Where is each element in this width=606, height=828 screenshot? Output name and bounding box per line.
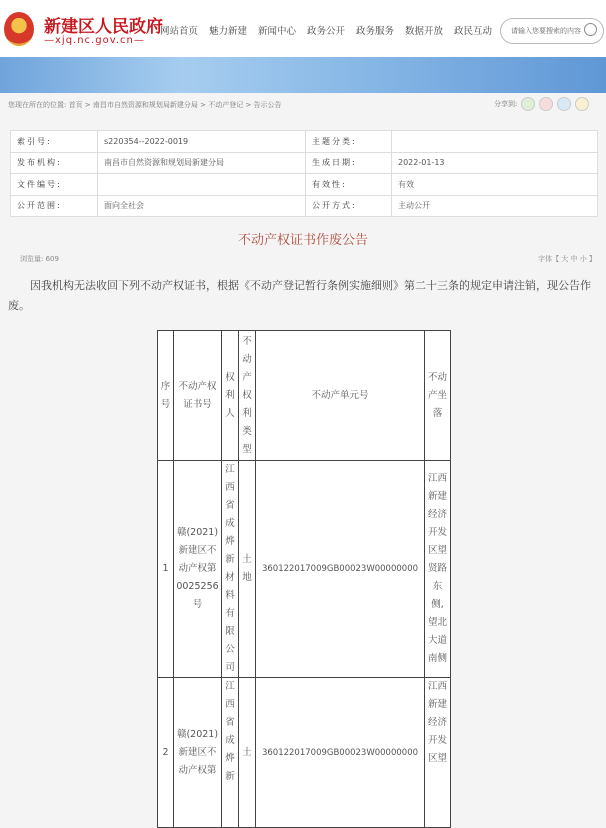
main-nav <box>160 23 503 37</box>
info-table <box>10 130 598 217</box>
table-header-row <box>158 331 451 461</box>
share-label: 分享到: <box>494 100 518 108</box>
value: 南昌市自然资源和规划局新建分局 <box>98 152 306 174</box>
label: 公开范围: <box>11 195 98 217</box>
label: 主题分类: <box>306 131 392 153</box>
label: 发布机构: <box>11 152 98 174</box>
nav-open-data[interactable]: 数据开放 <box>405 26 444 37</box>
label: 公开方式: <box>306 195 392 217</box>
cell-cert: 赣(2021)新建区不动产权第0025256号 <box>176 527 219 610</box>
certificate-table <box>157 330 451 828</box>
cell-cert: 赣(2021)新建区不动产权第 <box>176 728 219 776</box>
nav-home[interactable]: 网站首页 <box>160 26 199 37</box>
value: 主动公开 <box>392 195 598 217</box>
nav-gov-affairs[interactable]: 政务公开 <box>307 26 346 37</box>
site-url: —xjq.nc.gov.cn— <box>44 35 145 46</box>
weibo-icon[interactable] <box>539 97 553 111</box>
label: 有效性: <box>306 174 392 196</box>
cell-seq: 2 <box>158 678 174 828</box>
cell-seq: 1 <box>158 461 174 678</box>
view-count: 浏览量: 609 <box>20 255 59 263</box>
table-row <box>158 461 451 678</box>
qzone-icon[interactable] <box>575 97 589 111</box>
article-title: 不动产权证书作废公告 <box>237 233 368 248</box>
breadcrumb[interactable]: 您现在所在的位置: 首页 > 南昌市自然资源和规划局新建分局 > 不动产登记 > 告示公告 <box>8 101 282 109</box>
nav-services[interactable]: 政务服务 <box>356 26 395 37</box>
table-row <box>11 152 598 174</box>
cell-location: 江西新建经济开发区望贤路东侧,望北大道南侧 <box>427 473 447 664</box>
header-type: 不动产权利类型 <box>242 335 252 455</box>
table-row <box>11 174 598 196</box>
value: 2022-01-13 <box>392 152 598 174</box>
site-title[interactable]: 新建区人民政府 <box>44 17 163 37</box>
header-location: 不动产坐落 <box>427 371 447 419</box>
cell-owner: 江西省成烨新材料有限公司 <box>225 464 235 673</box>
table-row <box>158 678 451 828</box>
cell-location: 江西新建经济开发区望 <box>427 681 447 764</box>
banner <box>0 57 606 93</box>
site-header <box>0 0 606 57</box>
label: 生成日期: <box>306 152 392 174</box>
header-cert: 不动产权证书号 <box>178 380 217 410</box>
cell-owner: 江西省成烨新 <box>225 681 235 782</box>
value: s220354--2022-0019 <box>98 131 306 153</box>
label: 索引号: <box>11 131 98 153</box>
national-emblem-logo <box>4 12 34 46</box>
nav-interaction[interactable]: 政民互动 <box>454 26 493 37</box>
header-unit: 不动产单元号 <box>256 331 425 461</box>
value: 面向全社会 <box>98 195 306 217</box>
cell-type: 土地 <box>242 554 252 583</box>
font-size-switcher[interactable]: 字体【 大 中 小 】 <box>538 255 596 263</box>
share-bar <box>494 97 589 111</box>
nav-news[interactable]: 新闻中心 <box>258 26 297 37</box>
cell-unit: 360122017009GB00023W00000000 <box>256 678 425 828</box>
search-icon[interactable] <box>584 23 597 36</box>
search-input[interactable] <box>500 18 604 44</box>
cell-unit: 360122017009GB00023W00000000 <box>256 461 425 678</box>
wechat-icon[interactable] <box>521 97 535 111</box>
cell-type: 土 <box>242 746 252 758</box>
search-placeholder: 请输入您要搜索的内容 <box>511 27 581 35</box>
nav-charm[interactable]: 魅力新建 <box>209 26 248 37</box>
table-row <box>11 131 598 153</box>
value <box>392 131 598 153</box>
header-owner: 权利人 <box>225 371 235 419</box>
article-paragraph: 因我机构无法收回下列不动产权证书，根据《不动产登记暂行条例实施细则》第二十三条的规定申请注销，现公告作废。 <box>8 279 591 312</box>
table-row <box>11 195 598 217</box>
qq-icon[interactable] <box>557 97 571 111</box>
value <box>98 174 306 196</box>
label: 文件编号: <box>11 174 98 196</box>
header-seq: 序号 <box>160 380 171 410</box>
value: 有效 <box>392 174 598 196</box>
